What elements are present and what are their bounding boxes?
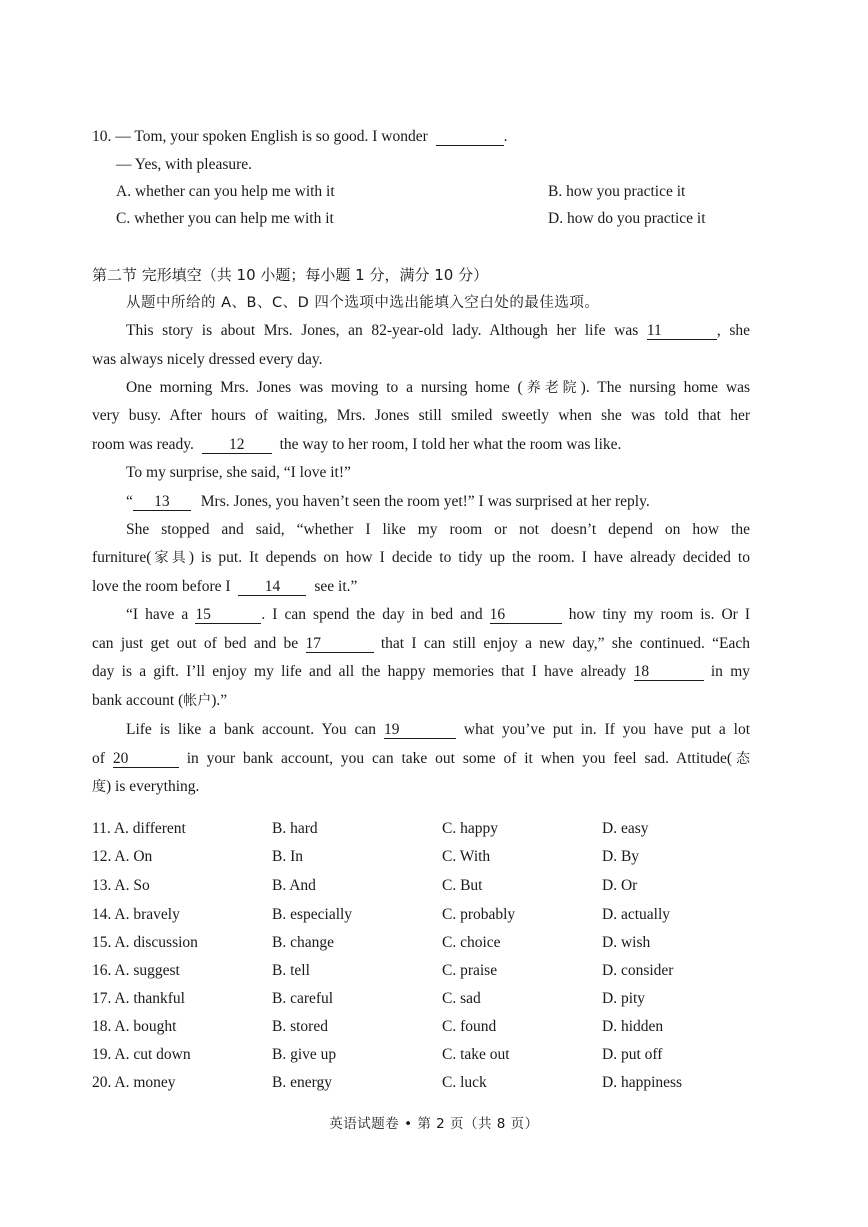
question-10-option-b: B. how you practice it — [548, 183, 686, 200]
passage-text: day is a gift. I’ll enjoy my life and all the happy memories that I have already — [92, 663, 627, 680]
passage-line — [92, 749, 750, 769]
question-10-end: . — [503, 128, 508, 145]
passage-text: that I can still enjoy a new day,” she continued. “Each — [380, 635, 751, 652]
passage-text: bank account ( — [92, 692, 184, 709]
option-d: D. Or — [602, 877, 638, 894]
blank-14: 14 — [238, 579, 306, 596]
passage-line — [92, 435, 621, 455]
passage-text: . I can spend the day in bed and — [261, 606, 483, 623]
chinese-gloss: 帐户 — [183, 693, 212, 709]
passage-line — [126, 720, 750, 740]
answer-blank — [436, 129, 504, 146]
option-d: D. easy — [602, 820, 649, 837]
passage-text: in my — [710, 663, 750, 680]
passage-text: One morning Mrs. Jones was moving to a nursing home ( — [126, 379, 523, 396]
option-c: C. probably — [442, 906, 516, 923]
option-a: 16. A. suggest — [92, 962, 180, 979]
question-10-option-a: A. whether can you help me with it — [116, 183, 335, 200]
blank-15: 15 — [195, 607, 261, 624]
passage-text: room was ready. — [92, 436, 194, 453]
option-c: C. found — [442, 1018, 497, 1035]
option-d: D. happiness — [602, 1074, 683, 1091]
passage-line — [92, 577, 357, 597]
question-10-option-c: C. whether you can help me with it — [116, 210, 334, 227]
chinese-gloss: 家具 — [151, 550, 189, 566]
option-a: 15. A. discussion — [92, 934, 198, 951]
passage-text: ) is put. It depends on how I decide to tidy up the room. I have already decided to — [188, 549, 750, 566]
question-10-option-d: D. how do you practice it — [548, 210, 706, 227]
option-d: D. wish — [602, 934, 651, 951]
passage-line — [92, 691, 227, 711]
option-c: C. choice — [442, 934, 501, 951]
option-b: B. tell — [272, 962, 310, 979]
passage-text: furniture( — [92, 549, 152, 566]
option-c: C. happy — [442, 820, 498, 837]
passage-text: can just get out of bed and be — [92, 635, 299, 652]
passage-text: Mrs. Jones, you haven’t seen the room yet!” I was surprised at her reply. — [200, 493, 650, 510]
option-d: D. actually — [602, 906, 671, 923]
question-10-text: 10. — Tom, your spoken English is so good. I wonder — [92, 128, 428, 145]
blank-16: 16 — [490, 607, 562, 624]
option-a: 19. A. cut down — [92, 1046, 191, 1063]
passage-text: Life is like a bank account. You can — [126, 721, 377, 738]
question-10-reply: — Yes, with pleasure. — [116, 156, 253, 173]
blank-18: 18 — [634, 664, 704, 681]
option-b: B. hard — [272, 820, 318, 837]
blank-11: 11 — [647, 323, 717, 340]
page-footer: 英语试题卷 • 第 2 页（共 8 页） — [329, 1116, 539, 1132]
passage-line: She stopped and said, “whether I like my room or not doesn’t depend on how the — [126, 521, 750, 538]
option-b: B. careful — [272, 990, 334, 1007]
passage-text: ).” — [211, 692, 228, 709]
option-d: D. By — [602, 848, 640, 865]
option-c: C. sad — [442, 990, 481, 1007]
blank-13: 13 — [133, 494, 191, 511]
option-a: 12. A. On — [92, 848, 153, 865]
passage-text: see it.” — [314, 578, 358, 595]
passage-line — [92, 634, 750, 654]
passage-text: “ — [126, 493, 133, 510]
option-a: 17. A. thankful — [92, 990, 185, 1007]
blank-19: 19 — [384, 722, 456, 739]
passage-text: in your bank account, you can take out some of it when you feel sad. Attitude( — [186, 750, 732, 767]
option-a: 18. A. bought — [92, 1018, 177, 1035]
chinese-gloss: 度 — [92, 779, 106, 795]
passage-line: To my surprise, she said, “I love it!” — [126, 464, 351, 481]
passage-text: “I have a — [126, 606, 189, 623]
passage-text: what you’ve put in. If you have put a lot — [463, 721, 751, 738]
chinese-gloss: 态 — [732, 751, 751, 767]
option-d: D. pity — [602, 990, 646, 1007]
option-c: C. But — [442, 877, 483, 894]
option-b: B. stored — [272, 1018, 328, 1035]
option-d: D. consider — [602, 962, 674, 979]
option-a: 13. A. So — [92, 877, 150, 894]
passage-text: how tiny my room is. Or I — [568, 606, 751, 623]
passage-line — [126, 321, 750, 341]
option-b: B. energy — [272, 1074, 332, 1091]
option-d: D. put off — [602, 1046, 663, 1063]
blank-20: 20 — [113, 751, 179, 768]
section-instruction: 从题中所给的 A、B、C、D 四个选项中选出能填入空白处的最佳选项。 — [126, 295, 600, 311]
passage-text: ) is everything. — [106, 778, 200, 795]
passage-line: very busy. After hours of waiting, Mrs. Jones still smiled sweetly when she was told that her — [92, 407, 750, 424]
passage-line — [92, 662, 750, 682]
option-a: 11. A. different — [92, 820, 186, 837]
option-b: B. In — [272, 848, 303, 865]
passage-text: ). The nursing home was — [580, 379, 750, 396]
section-title: 第二节 完形填空（共 10 小题；每小题 1 分，满分 10 分） — [92, 266, 489, 284]
blank-12: 12 — [202, 437, 272, 454]
question-10-stem — [92, 127, 508, 147]
passage-line — [92, 777, 199, 797]
passage-text: of — [92, 750, 105, 767]
passage-line — [126, 605, 750, 625]
passage-line: was always nicely dressed every day. — [92, 351, 323, 368]
blank-17: 17 — [306, 636, 374, 653]
option-a: 14. A. bravely — [92, 906, 180, 923]
passage-text: , she — [716, 322, 750, 339]
passage-text: love the room before I — [92, 578, 231, 595]
passage-line — [126, 378, 750, 398]
passage-text: This story is about Mrs. Jones, an 82-year-old lady. Although her life was — [126, 322, 639, 339]
option-d: D. hidden — [602, 1018, 664, 1035]
chinese-gloss: 养老院 — [522, 380, 581, 396]
option-c: C. With — [442, 848, 491, 865]
option-b: B. change — [272, 934, 334, 951]
passage-line — [126, 492, 650, 512]
option-c: C. praise — [442, 962, 498, 979]
option-b: B. And — [272, 877, 316, 894]
option-c: C. luck — [442, 1074, 487, 1091]
passage-line — [92, 548, 750, 568]
option-c: C. take out — [442, 1046, 510, 1063]
option-b: B. give up — [272, 1046, 337, 1063]
option-a: 20. A. money — [92, 1074, 176, 1091]
option-b: B. especially — [272, 906, 353, 923]
passage-text: the way to her room, I told her what the room was like. — [279, 436, 622, 453]
